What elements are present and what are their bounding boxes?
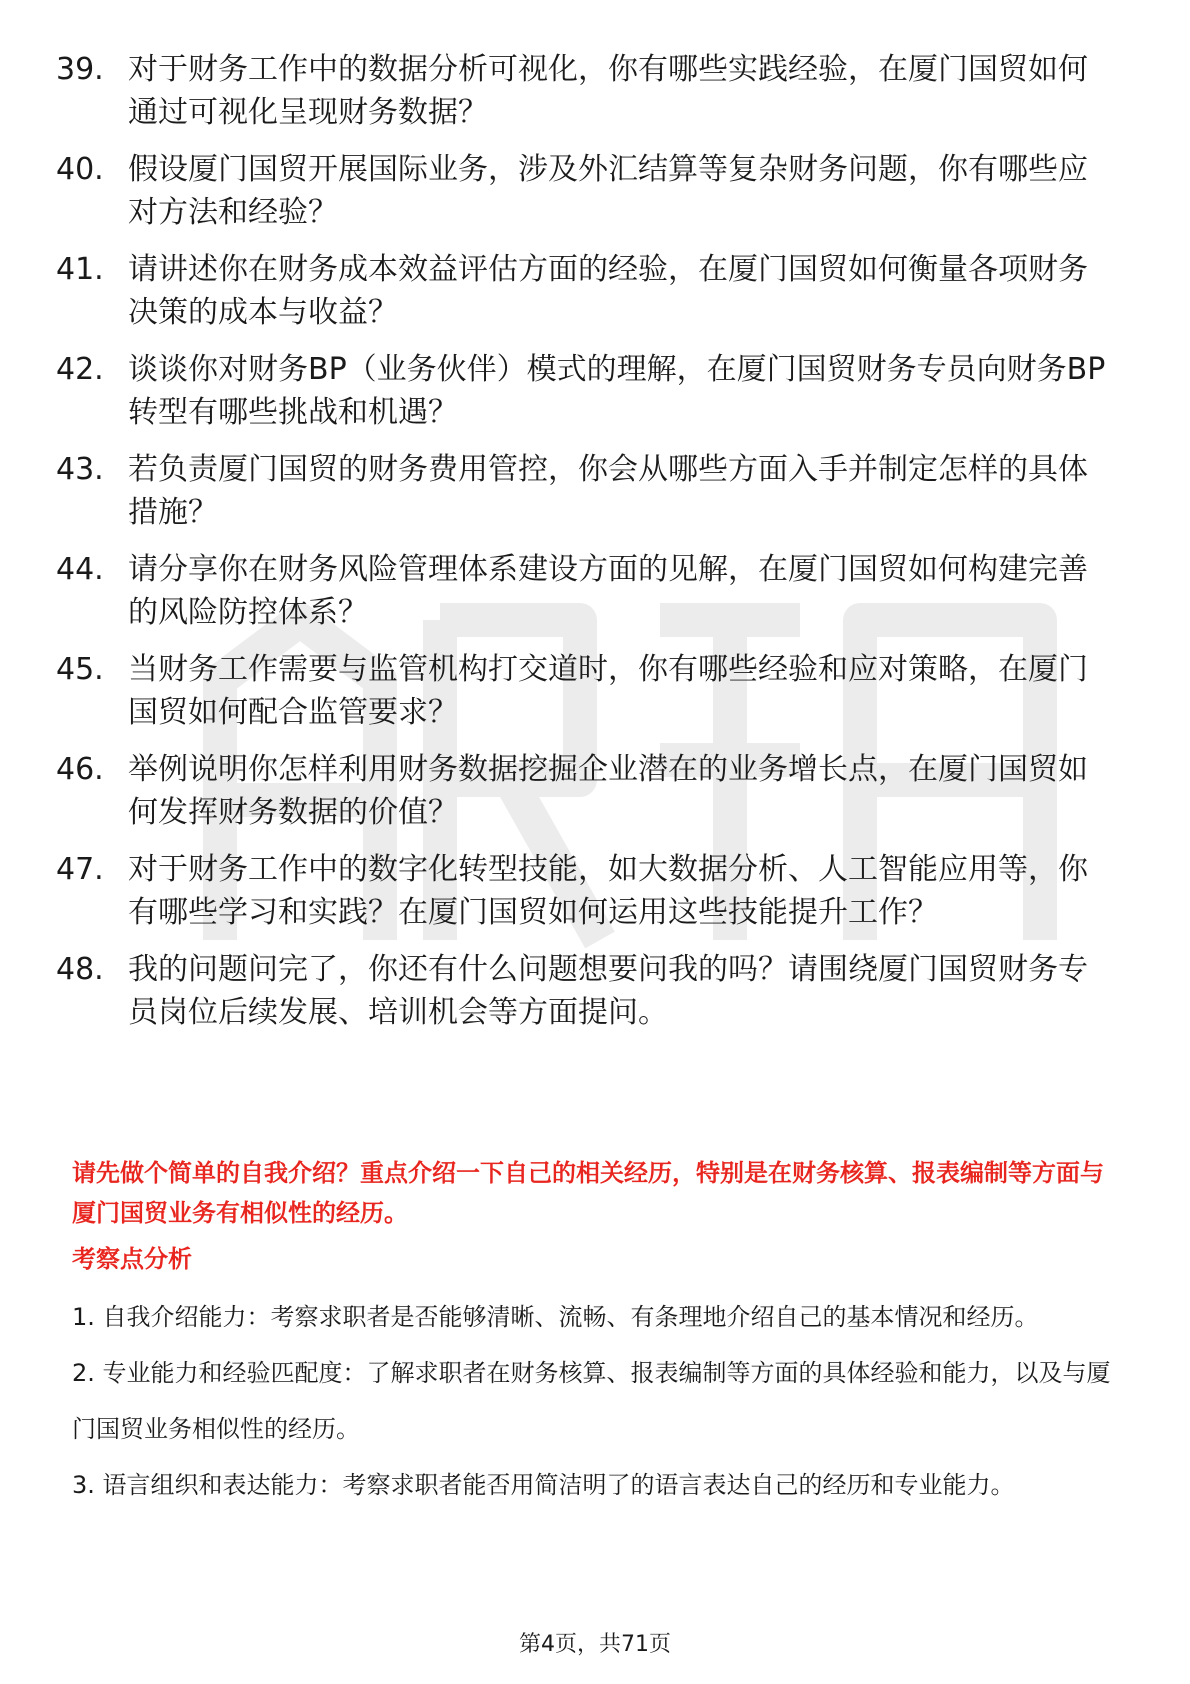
question-number: 48. [56, 952, 104, 987]
question-text: 请讲述你在财务成本效益评估方面的经验，在厦门国贸如何衡量各项财务决策的成本与收益？ [128, 252, 1088, 330]
question-item [56, 248, 1116, 334]
question-item [56, 548, 1116, 634]
question-number: 47. [56, 852, 104, 887]
question-text: 举例说明你怎样利用财务数据挖掘企业潜在的业务增长点，在厦门国贸如何发挥财务数据的价值？ [128, 752, 1088, 830]
analysis-list [72, 1289, 1122, 1513]
question-text: 对于财务工作中的数据分析可视化，你有哪些实践经验，在厦门国贸如何通过可视化呈现财务数据？ [128, 52, 1088, 130]
question-text: 对于财务工作中的数字化转型技能，如大数据分析、人工智能应用等，你有哪些学习和实践？在厦门国贸如何运用这些技能提升工作？ [128, 852, 1088, 930]
question-number: 42. [56, 352, 104, 387]
analysis-item: 1. 自我介绍能力：考察求职者是否能够清晰、流畅、有条理地介绍自己的基本情况和经历。 [72, 1303, 1039, 1331]
analysis-item: 2. 专业能力和经验匹配度：了解求职者在财务核算、报表编制等方面的具体经验和能力，以及与厦门国贸业务相似性的经历。 [72, 1359, 1111, 1443]
question-number: 41. [56, 252, 104, 287]
question-item [56, 948, 1116, 1034]
highlight-question: 请先做个简单的自我介绍？重点介绍一下自己的相关经历，特别是在财务核算、报表编制等方面与厦门国贸业务有相似性的经历。 [72, 1159, 1104, 1227]
question-text: 请分享你在财务风险管理体系建设方面的见解，在厦门国贸如何构建完善的风险防控体系？ [128, 552, 1088, 630]
question-item [56, 848, 1116, 934]
question-item [56, 748, 1116, 834]
question-number: 45. [56, 652, 104, 687]
question-text: 当财务工作需要与监管机构打交道时，你有哪些经验和应对策略，在厦门国贸如何配合监管要求？ [128, 652, 1088, 730]
question-text: 我的问题问完了，你还有什么问题想要问我的吗？请围绕厦门国贸财务专员岗位后续发展、培训机会等方面提问。 [128, 952, 1088, 1030]
question-number: 40. [56, 152, 104, 187]
question-number: 43. [56, 452, 104, 487]
question-item [56, 448, 1116, 534]
question-text: 谈谈你对财务BP（业务伙伴）模式的理解，在厦门国贸财务专员向财务BP转型有哪些挑战和机遇？ [128, 352, 1106, 430]
question-list [56, 48, 1116, 1048]
question-item [56, 48, 1116, 134]
question-item [56, 648, 1116, 734]
question-item [56, 348, 1116, 434]
analysis-title: 考察点分析 [72, 1245, 192, 1273]
question-text: 假设厦门国贸开展国际业务，涉及外汇结算等复杂财务问题，你有哪些应对方法和经验？ [128, 152, 1088, 230]
page-footer: 第4页，共71页 [519, 1632, 671, 1657]
question-item [56, 148, 1116, 234]
question-text: 若负责厦门国贸的财务费用管控，你会从哪些方面入手并制定怎样的具体措施？ [128, 452, 1088, 530]
analysis-item: 3. 语言组织和表达能力：考察求职者能否用简洁明了的语言表达自己的经历和专业能力。 [72, 1471, 1015, 1499]
question-number: 44. [56, 552, 104, 587]
question-number: 39. [56, 52, 104, 87]
question-number: 46. [56, 752, 104, 787]
